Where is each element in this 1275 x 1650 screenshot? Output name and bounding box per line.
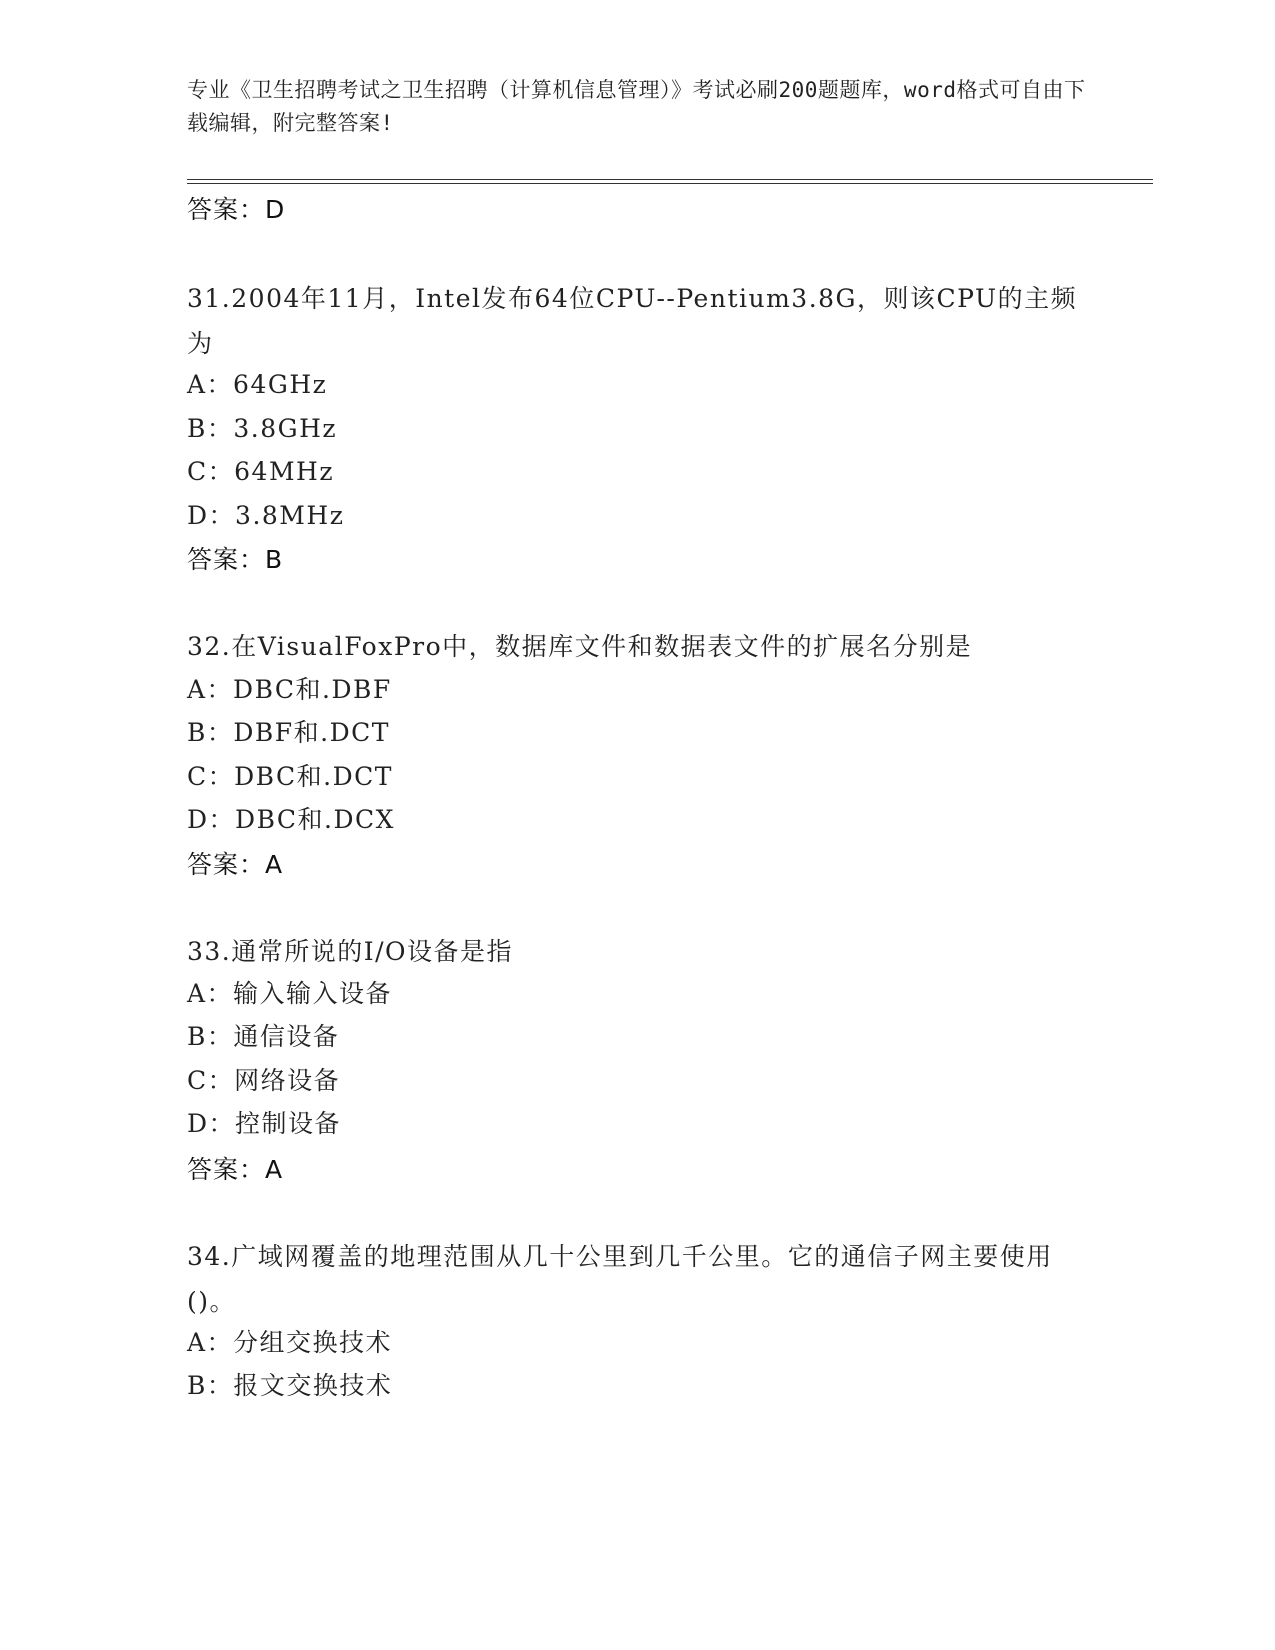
question-33-option-b: B：通信设备 [187, 1022, 340, 1051]
question-31-option-c: C：64MHz [187, 457, 335, 486]
question-32-option-d: D：DBC和.DCX [187, 805, 395, 834]
header-rule-top [187, 179, 1153, 180]
question-33-answer: 答案：A [187, 1155, 284, 1184]
question-34-option-a: A：分组交换技术 [187, 1328, 393, 1357]
question-31-option-d: D：3.8MHz [187, 501, 345, 530]
question-31-option-a: A：64GHz [187, 370, 328, 399]
question-34-stem: 34.广域网覆盖的地理范围从几十公里到几千公里。它的通信子网主要使用()。 [187, 1242, 1053, 1316]
page-header: 专业《卫生招聘考试之卫生招聘（计算机信息管理）》考试必刷200题题库，word格式可自由下载编辑，附完整答案! [187, 78, 1086, 135]
question-31-answer: 答案：B [187, 545, 284, 574]
question-33-option-c: C：网络设备 [187, 1066, 341, 1095]
question-33-stem: 33.通常所说的I/O设备是指 [187, 937, 514, 966]
question-33-option-a: A：输入输入设备 [187, 979, 393, 1008]
previous-answer: 答案：D [187, 195, 286, 224]
question-32-option-b: B：DBF和.DCT [187, 718, 390, 747]
question-32-option-a: A：DBC和.DBF [187, 675, 392, 704]
question-32-stem: 32.在VisualFoxPro中，数据库文件和数据表文件的扩展名分别是 [187, 632, 973, 661]
question-33-option-d: D：控制设备 [187, 1109, 342, 1138]
question-32-option-c: C：DBC和.DCT [187, 762, 393, 791]
header-rule-bottom [187, 183, 1153, 184]
question-34-option-b: B：报文交换技术 [187, 1371, 393, 1400]
question-32-answer: 答案：A [187, 850, 284, 879]
question-31-option-b: B：3.8GHz [187, 414, 338, 443]
question-31-stem: 31.2004年11月，Intel发布64位CPU--Pentium3.8G，则该CPU的主频为 [187, 284, 1078, 358]
